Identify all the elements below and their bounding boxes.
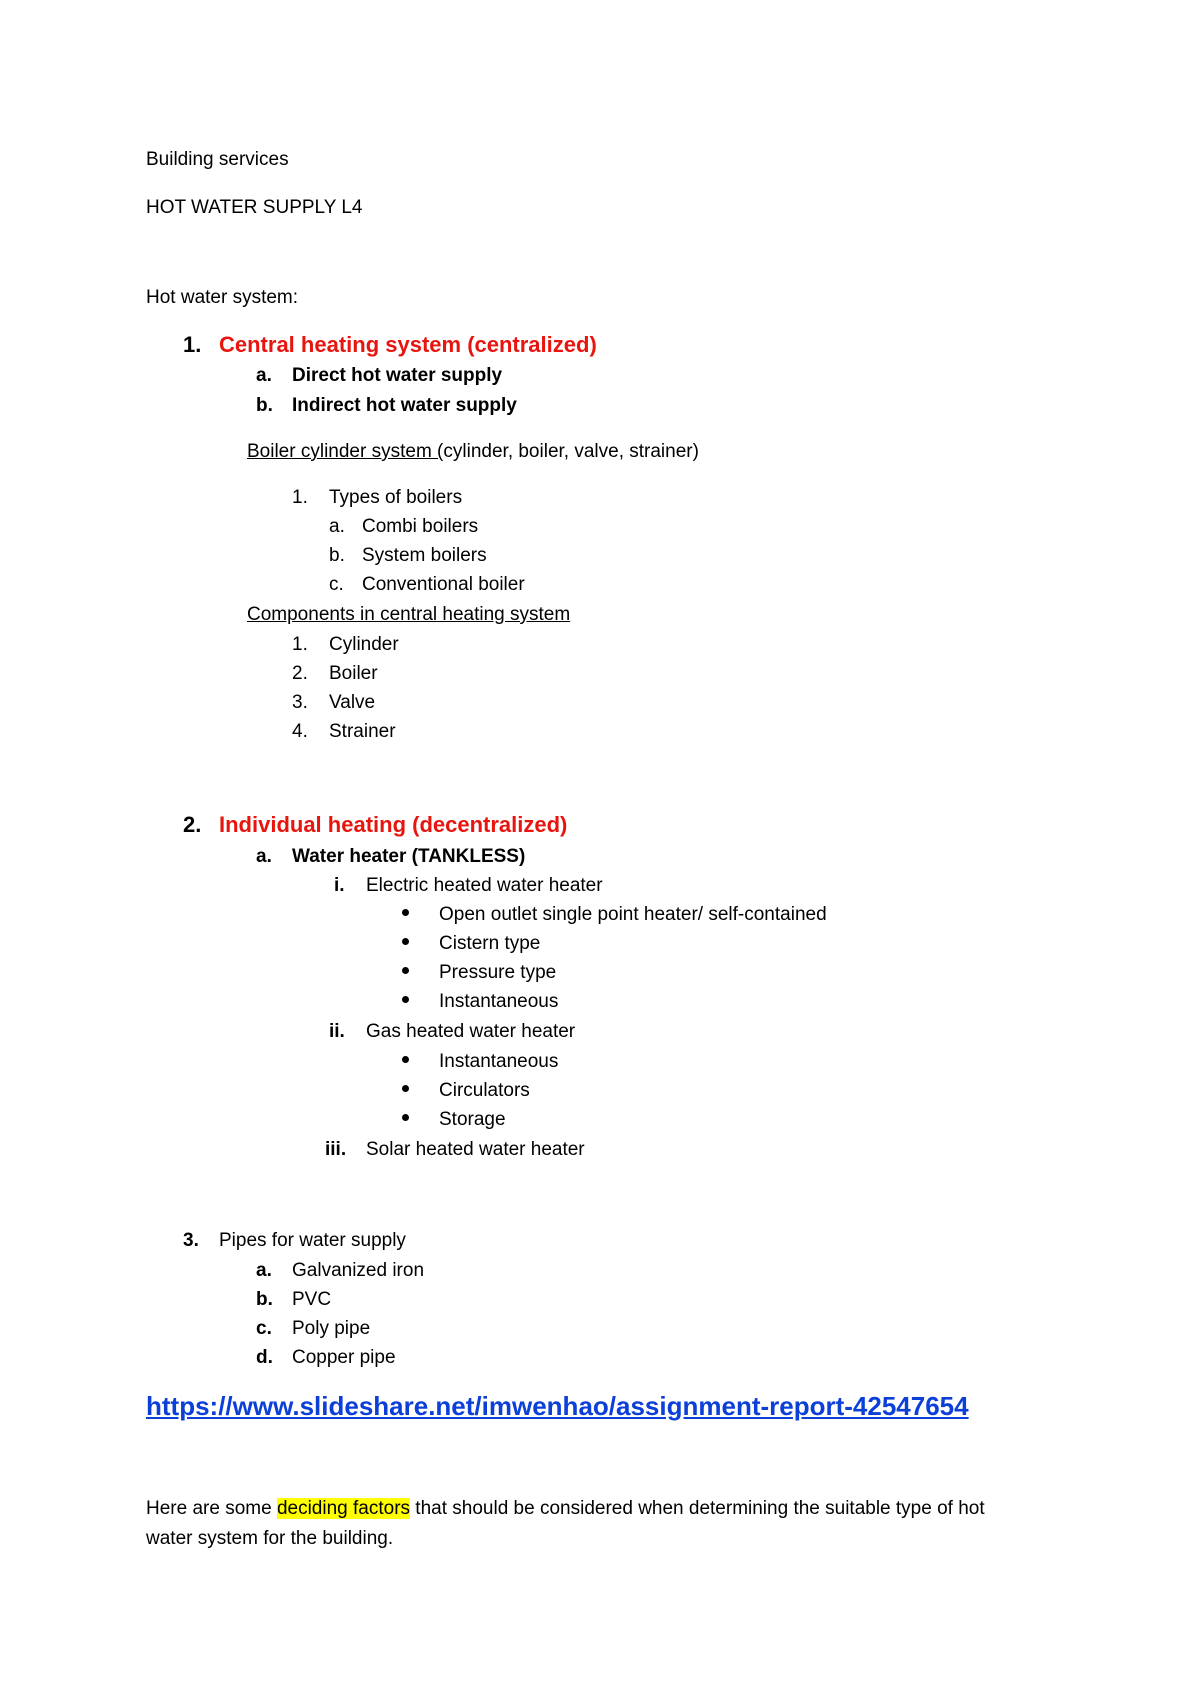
list-item: Cylinder [329,634,399,655]
bullet-icon [402,909,409,916]
bullet-icon [402,1085,409,1092]
section2-number: 2. [183,812,202,837]
list-item: Cistern type [439,933,541,954]
list-marker: 1. [292,634,308,655]
list-marker: d. [256,1347,273,1368]
section1-number: 1. [183,332,202,357]
list-marker: a. [329,516,345,537]
list-item: System boilers [362,545,487,566]
section2-title: Individual heating (decentralized) [219,812,568,837]
list-item: Instantaneous [439,991,559,1012]
list-marker: a. [256,846,272,867]
list-item: Copper pipe [292,1347,396,1368]
list-item: Water heater (TANKLESS) [292,846,526,867]
list-marker: a. [256,365,272,386]
bullet-icon [402,1114,409,1121]
list-marker: c. [256,1318,272,1339]
boiler-system-heading-underlined: Boiler cylinder system ( [247,441,444,462]
list-item: Poly pipe [292,1318,371,1339]
list-item: Circulators [439,1080,530,1101]
bullet-icon [402,996,409,1003]
bullet-icon [402,1056,409,1063]
list-marker: 3. [292,692,308,713]
list-marker: a. [256,1260,272,1281]
list-marker: c. [329,574,344,595]
document-title: Building services [146,149,289,170]
section1-title: Central heating system (centralized) [219,332,597,357]
list-item: Open outlet single point heater/ self-contained [439,904,827,925]
list-item: Direct hot water supply [292,365,503,386]
components-heading: Components in central heating system [247,604,571,625]
list-item: Pressure type [439,962,557,983]
list-item: Instantaneous [439,1051,559,1072]
intro-text: Hot water system: [146,287,299,308]
list-marker: 4. [292,721,308,742]
closing-paragraph-line1 [146,1499,985,1518]
highlighted-text: deciding factors [276,1498,411,1519]
list-item: Strainer [329,721,396,742]
list-item: Boiler [329,663,378,684]
list-item: Electric heated water heater [366,875,603,896]
section3-title: Pipes for water supply [219,1230,406,1251]
closing-text: that should be considered when determining the suitable type of hot [410,1498,985,1519]
bullet-icon [402,967,409,974]
list-marker: i. [334,875,345,896]
closing-text: Here are some [146,1498,277,1519]
list-marker: iii. [325,1139,347,1160]
list-item: PVC [292,1289,332,1310]
list-marker: 2. [292,663,308,684]
section3-number: 3. [183,1230,199,1251]
list-marker: b. [256,395,273,416]
list-marker: b. [256,1289,273,1310]
bullet-icon [402,938,409,945]
list-marker: 1. [292,487,308,508]
list-item: Solar heated water heater [366,1139,585,1160]
list-item: Storage [439,1109,506,1130]
list-item: Valve [329,692,376,713]
boiler-system-heading-rest: cylinder, boiler, valve, strainer) [443,441,699,462]
list-item: Galvanized iron [292,1260,425,1281]
list-item: Gas heated water heater [366,1021,576,1042]
list-marker: b. [329,545,345,566]
list-item: Types of boilers [329,487,463,508]
reference-link[interactable]: https://www.slideshare.net/imwenhao/assignment-report-42547654 [146,1391,969,1421]
boiler-system-heading [247,442,699,461]
list-item: Combi boilers [362,516,479,537]
list-item: Conventional boiler [362,574,525,595]
list-marker: ii. [329,1021,345,1042]
document-subtitle: HOT WATER SUPPLY L4 [146,197,363,218]
list-item: Indirect hot water supply [292,395,517,416]
closing-paragraph-line2: water system for the building. [146,1528,394,1549]
